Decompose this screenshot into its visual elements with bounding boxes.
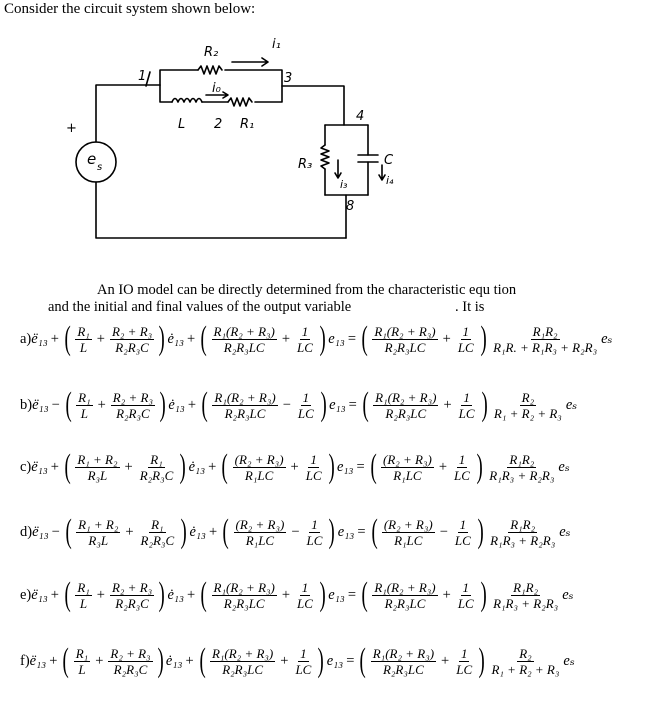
fraction-c-numerator: R₁(R₂ + R₃)	[213, 323, 275, 339]
output-term: e₁₃	[326, 652, 344, 669]
paren-close: )	[319, 576, 326, 613]
fraction-b	[139, 517, 177, 548]
fraction-g-numerator: 1	[463, 389, 470, 405]
paren-open: (	[64, 320, 71, 357]
fraction-a-denominator: L	[79, 339, 88, 355]
fraction-f-denominator: R₂R₃LC	[384, 595, 426, 611]
paren-close: )	[481, 386, 488, 423]
fraction-d-numerator: 1	[300, 645, 307, 661]
fraction-b	[110, 580, 154, 611]
operator: +	[441, 652, 450, 669]
fraction-c	[212, 580, 277, 611]
circuit-diagram	[0, 0, 668, 260]
fraction-d-denominator: LC	[297, 595, 313, 611]
fraction-g-denominator: LC	[457, 339, 474, 355]
fraction-f	[382, 517, 435, 548]
label-r3: R₃	[298, 157, 313, 172]
option-row[interactable]	[20, 578, 574, 612]
operator: +	[185, 652, 194, 669]
wire-left	[96, 85, 160, 142]
paren-close: )	[476, 448, 483, 485]
fraction-g-numerator: 1	[458, 451, 466, 467]
wire-top	[160, 70, 198, 85]
intro-line2: and the initial and final values of the output variable	[48, 299, 352, 315]
operator: +	[124, 458, 133, 475]
label-es-sub: s	[97, 162, 103, 173]
fraction-f	[372, 324, 437, 355]
wire-lower-3	[255, 86, 282, 102]
fraction-d-denominator: LC	[297, 339, 313, 355]
operator: +	[96, 330, 105, 347]
fraction-g	[453, 517, 473, 548]
operator: +	[281, 586, 291, 603]
fraction-c	[210, 646, 275, 677]
paren-open: (	[361, 320, 368, 357]
equals: =	[347, 330, 356, 347]
operator: −	[291, 523, 300, 540]
fraction-g	[454, 646, 474, 677]
operator: +	[187, 330, 196, 347]
paren-open: (	[222, 513, 229, 550]
input-term: eₛ	[558, 458, 570, 475]
fraction-a-numerator: R₁ + R₂	[78, 516, 119, 532]
first-derivative-term: ė₁₃	[168, 396, 185, 413]
fraction-a-denominator: L	[80, 405, 88, 421]
question-text: Consider the circuit system shown below:	[4, 1, 256, 17]
paren-open: (	[64, 448, 71, 485]
fraction-b	[111, 390, 155, 421]
input-term: eₛ	[559, 523, 571, 540]
arrow-i1	[232, 58, 268, 66]
paren-close: )	[157, 642, 164, 679]
second-derivative-term: ë₁₃	[32, 396, 49, 413]
paren-open: (	[62, 642, 70, 679]
fraction-d-numerator: 1	[302, 389, 310, 405]
paren-close: )	[329, 513, 336, 550]
fraction-d	[296, 390, 316, 421]
operator: +	[96, 586, 105, 603]
fraction-f-denominator: R₁LC	[394, 532, 423, 548]
wire-left-bottom	[96, 182, 346, 238]
fraction-d-numerator: 1	[311, 516, 318, 532]
paren-close: )	[328, 448, 335, 485]
wire-top-2	[225, 70, 282, 86]
operator: +	[50, 330, 59, 347]
operator: +	[50, 458, 59, 475]
fraction-c-numerator: R₁(R₂ + R₃)	[214, 389, 276, 405]
label-es: e	[87, 150, 97, 168]
fraction-c-numerator: R₁(R₂ + R₃)	[211, 645, 274, 661]
paren-close: )	[480, 576, 487, 613]
paren-close: )	[179, 448, 187, 485]
fraction-c-denominator: R₂R₃LC	[223, 595, 265, 611]
second-derivative-term: ë₁₃	[31, 586, 48, 603]
fraction-a-numerator: R₁ + R₂	[77, 451, 118, 467]
fraction-c-numerator: R₁(R₂ + R₃)	[213, 579, 275, 595]
option-row[interactable]	[20, 388, 577, 422]
paren-open: (	[370, 448, 377, 485]
fraction-c-denominator: R₁LC	[244, 467, 274, 483]
label-node4: 4	[356, 109, 365, 124]
fraction-h-numerator: R₁R₂	[532, 323, 558, 339]
operator: −	[51, 396, 60, 413]
resistor-r2	[198, 66, 222, 74]
fraction-f-denominator: R₂R₃LC	[382, 661, 424, 677]
operator: +	[187, 586, 196, 603]
fraction-g-denominator: LC	[457, 595, 474, 611]
fraction-a	[75, 452, 119, 483]
first-derivative-term: ė₁₃	[167, 330, 185, 347]
label-c: C	[384, 153, 394, 168]
output-term: e₁₃	[329, 396, 346, 413]
label-i4: i₄	[386, 174, 394, 187]
label-i1: i₁	[272, 37, 281, 52]
first-derivative-term: ė₁₃	[165, 652, 183, 669]
paren-close: )	[319, 320, 326, 357]
paren-close: )	[180, 513, 187, 550]
input-term: eₛ	[565, 396, 578, 413]
paren-open: (	[64, 576, 71, 613]
label-l: L	[178, 117, 186, 132]
operator: +	[443, 396, 452, 413]
fraction-g-numerator: 1	[462, 323, 470, 339]
paren-open: (	[359, 642, 367, 679]
fraction-h-numerator: R₂	[519, 645, 532, 661]
operator: +	[280, 652, 289, 669]
fraction-d-numerator: 1	[301, 579, 309, 595]
operator: −	[51, 523, 60, 540]
fraction-c	[234, 517, 287, 548]
wire-lower	[160, 85, 172, 102]
option-row[interactable]	[20, 644, 575, 678]
fraction-h-denominator: R₁R₃ + R₂R₃	[493, 595, 559, 611]
fraction-a	[76, 390, 92, 421]
fraction-f-denominator: R₁LC	[393, 467, 422, 483]
equals: =	[356, 458, 365, 475]
fraction-h-numerator: R₁R₂	[509, 451, 535, 467]
fraction-c-denominator: R₁LC	[245, 532, 275, 548]
fraction-c-numerator: (R₂ + R₃)	[235, 516, 285, 532]
fraction-h-numerator: R₁R₂	[510, 516, 536, 532]
operator: +	[442, 586, 451, 603]
fraction-c-denominator: R₂R₃LC	[224, 405, 266, 421]
paren-close: )	[320, 386, 327, 423]
operator: +	[125, 523, 134, 540]
fraction-f	[381, 452, 434, 483]
label-r1: R₁	[240, 117, 255, 132]
fraction-f	[372, 580, 437, 611]
fraction-b-numerator: R₁	[150, 451, 163, 467]
label-node3: 3	[284, 71, 293, 86]
fraction-a-denominator: L	[79, 595, 88, 611]
fraction-d-denominator: LC	[305, 467, 322, 483]
option-label: b)	[20, 396, 33, 413]
intro-line1: An IO model can be directly determined from the characteristic equ tion	[97, 282, 517, 298]
fraction-c-denominator: R₂R₃LC	[222, 661, 264, 677]
fraction-a	[74, 646, 90, 677]
paren-open: (	[221, 448, 229, 485]
paren-open: (	[65, 513, 72, 550]
fraction-b-numerator: R₂ + R₃	[110, 645, 151, 661]
label-node1: 1	[138, 69, 147, 84]
label-plus: +	[66, 121, 77, 136]
fraction-a-denominator: R₃L	[88, 532, 109, 548]
paren-close: )	[159, 386, 166, 423]
paren-open: (	[201, 386, 208, 423]
paren-open: (	[361, 576, 368, 613]
fraction-b	[108, 646, 152, 677]
fraction-g-denominator: LC	[456, 661, 473, 677]
fraction-f	[373, 390, 438, 421]
fraction-g-denominator: LC	[454, 467, 470, 483]
fraction-c-denominator: R₂R₃LC	[223, 339, 265, 355]
fraction-b-denominator: R₂R₃C	[140, 532, 175, 548]
fraction-h-numerator: R₁R₂	[513, 579, 539, 595]
second-derivative-term: ë₁₃	[31, 458, 48, 475]
equals: =	[347, 586, 356, 603]
fraction-f-numerator: R₁(R₂ + R₃)	[374, 579, 436, 595]
option-label: d)	[20, 523, 33, 540]
operator: +	[438, 458, 448, 475]
resistor-r3	[321, 145, 329, 169]
fraction-g-denominator: LC	[454, 532, 471, 548]
fraction-g-numerator: 1	[459, 516, 467, 532]
option-row[interactable]	[20, 515, 571, 549]
equals: =	[346, 652, 355, 669]
fraction-h	[487, 452, 556, 483]
fraction-f-numerator: R₁(R₂ + R₃)	[372, 645, 435, 661]
output-term: e₁₃	[336, 458, 354, 475]
operator: −	[282, 396, 291, 413]
output-term: e₁₃	[337, 523, 355, 540]
fraction-d-numerator: 1	[301, 323, 309, 339]
first-derivative-term: ė₁₃	[167, 586, 185, 603]
fraction-h	[491, 580, 560, 611]
fraction-h-denominator: R₁R. + R₁R₃ + R₂R₃	[493, 339, 598, 355]
operator: +	[97, 396, 106, 413]
fraction-h	[489, 646, 561, 677]
operator: −	[439, 523, 448, 540]
paren-close: )	[480, 320, 487, 357]
fraction-h-denominator: R₁ + R₂ + R₃	[491, 661, 560, 677]
wire-right	[282, 86, 344, 125]
fraction-h-numerator: R₂	[521, 389, 535, 405]
inductor-l	[172, 99, 202, 103]
operator: +	[281, 330, 291, 347]
paren-open: (	[200, 320, 207, 357]
fraction-c	[212, 390, 277, 421]
fraction-d	[293, 646, 313, 677]
option-row[interactable]	[20, 450, 570, 484]
fraction-h-denominator: R₁ + R₂ + R₃	[493, 405, 562, 421]
label-r2: R₂	[204, 45, 219, 60]
second-derivative-term: ë₁₃	[32, 523, 49, 540]
second-derivative-term: ë₁₃	[29, 652, 47, 669]
option-label: f)	[20, 652, 30, 669]
fraction-g	[456, 580, 476, 611]
fraction-g	[457, 390, 477, 421]
fraction-c	[212, 324, 277, 355]
paren-close: )	[317, 642, 325, 679]
fraction-g-numerator: 1	[462, 579, 470, 595]
fraction-b-denominator: R₂R₃C	[115, 595, 149, 611]
fraction-f-numerator: R₁(R₂ + R₃)	[375, 389, 437, 405]
input-term: eₛ	[563, 652, 575, 669]
fraction-g	[456, 324, 476, 355]
fraction-a-numerator: R₁	[77, 323, 90, 339]
fraction-d-denominator: LC	[297, 405, 314, 421]
output-term: e₁₃	[328, 330, 345, 347]
paren-open: (	[199, 642, 206, 679]
first-derivative-term: ė₁₃	[188, 458, 206, 475]
intro-line3: . It is	[455, 299, 485, 315]
fraction-f-denominator: R₂R₃LC	[385, 405, 427, 421]
fraction-a-denominator: R₃L	[87, 467, 108, 483]
paren-close: )	[477, 513, 484, 550]
fraction-a-denominator: L	[78, 661, 86, 677]
fraction-b	[110, 324, 154, 355]
paren-close: )	[158, 576, 165, 613]
option-label: a)	[20, 330, 32, 347]
fraction-f-numerator: R₁(R₂ + R₃)	[374, 323, 436, 339]
fraction-h	[492, 390, 564, 421]
equals: =	[348, 396, 357, 413]
paren-open: (	[371, 513, 378, 550]
fraction-a	[75, 324, 91, 355]
operator: +	[49, 652, 58, 669]
option-label: c)	[20, 458, 32, 475]
fraction-b-numerator: R₁	[151, 516, 164, 532]
fraction-b-denominator: R₂R₃C	[115, 339, 149, 355]
fraction-h-denominator: R₁R₃ + R₂R₃	[490, 532, 556, 548]
input-term: eₛ	[562, 586, 574, 603]
fraction-b-numerator: R₂ + R₃	[111, 579, 153, 595]
fraction-a	[76, 517, 120, 548]
equals: =	[357, 523, 366, 540]
output-term: e₁₃	[328, 586, 345, 603]
fraction-b-denominator: R₂R₃C	[113, 661, 148, 677]
node-mark-1	[146, 72, 150, 86]
fraction-a	[75, 580, 91, 611]
fraction-g-numerator: 1	[460, 645, 468, 661]
fraction-h	[491, 324, 599, 355]
fraction-a-numerator: R₁	[77, 579, 90, 595]
paren-close: )	[158, 320, 165, 357]
fraction-d-denominator: LC	[306, 532, 323, 548]
fraction-f-numerator: (R₂ + R₃)	[383, 451, 432, 467]
option-label: e)	[20, 586, 32, 603]
operator: +	[95, 652, 104, 669]
arrow-i3	[335, 160, 341, 178]
paren-open: (	[65, 386, 72, 423]
fraction-d	[295, 324, 315, 355]
paren-open: (	[200, 576, 207, 613]
second-derivative-term: ë₁₃	[31, 330, 48, 347]
fraction-g	[452, 452, 472, 483]
label-i0: i₀	[212, 81, 221, 96]
operator: +	[208, 458, 217, 475]
first-derivative-term: ė₁₃	[189, 523, 206, 540]
operator: +	[290, 458, 299, 475]
fraction-a-numerator: R₁	[75, 645, 89, 661]
fraction-c-numerator: (R₂ + R₃)	[234, 451, 284, 467]
fraction-b-denominator: R₂R₃C	[116, 405, 150, 421]
fraction-h	[488, 517, 557, 548]
fraction-d-numerator: 1	[310, 451, 317, 467]
input-term: eₛ	[601, 330, 613, 347]
fraction-b	[138, 452, 176, 483]
option-row[interactable]	[20, 322, 612, 356]
paren-close: )	[478, 642, 485, 679]
fraction-d	[305, 517, 325, 548]
fraction-f-denominator: R₂R₃LC	[384, 339, 426, 355]
label-node8: 8	[346, 199, 355, 214]
fraction-a-numerator: R₁	[78, 389, 91, 405]
capacitor-c	[358, 155, 378, 162]
operator: +	[187, 396, 197, 413]
fraction-d	[295, 580, 315, 611]
fraction-h-denominator: R₁R₃ + R₂R₃	[489, 467, 555, 483]
resistor-r1	[228, 98, 252, 106]
operator: +	[442, 330, 451, 347]
operator: +	[50, 586, 59, 603]
fraction-d-denominator: LC	[295, 661, 312, 677]
paren-open: (	[362, 386, 369, 423]
label-node2: 2	[214, 117, 223, 132]
fraction-g-denominator: LC	[458, 405, 475, 421]
fraction-f-numerator: (R₂ + R₃)	[383, 516, 433, 532]
fraction-b-numerator: R₂ + R₃	[111, 323, 153, 339]
fraction-b-denominator: R₂R₃C	[139, 467, 174, 483]
operator: +	[208, 523, 218, 540]
fraction-c	[233, 452, 286, 483]
label-i3: i₃	[340, 178, 348, 191]
fraction-b-numerator: R₂ + R₃	[112, 389, 153, 405]
fraction-d	[304, 452, 324, 483]
fraction-f	[371, 646, 436, 677]
